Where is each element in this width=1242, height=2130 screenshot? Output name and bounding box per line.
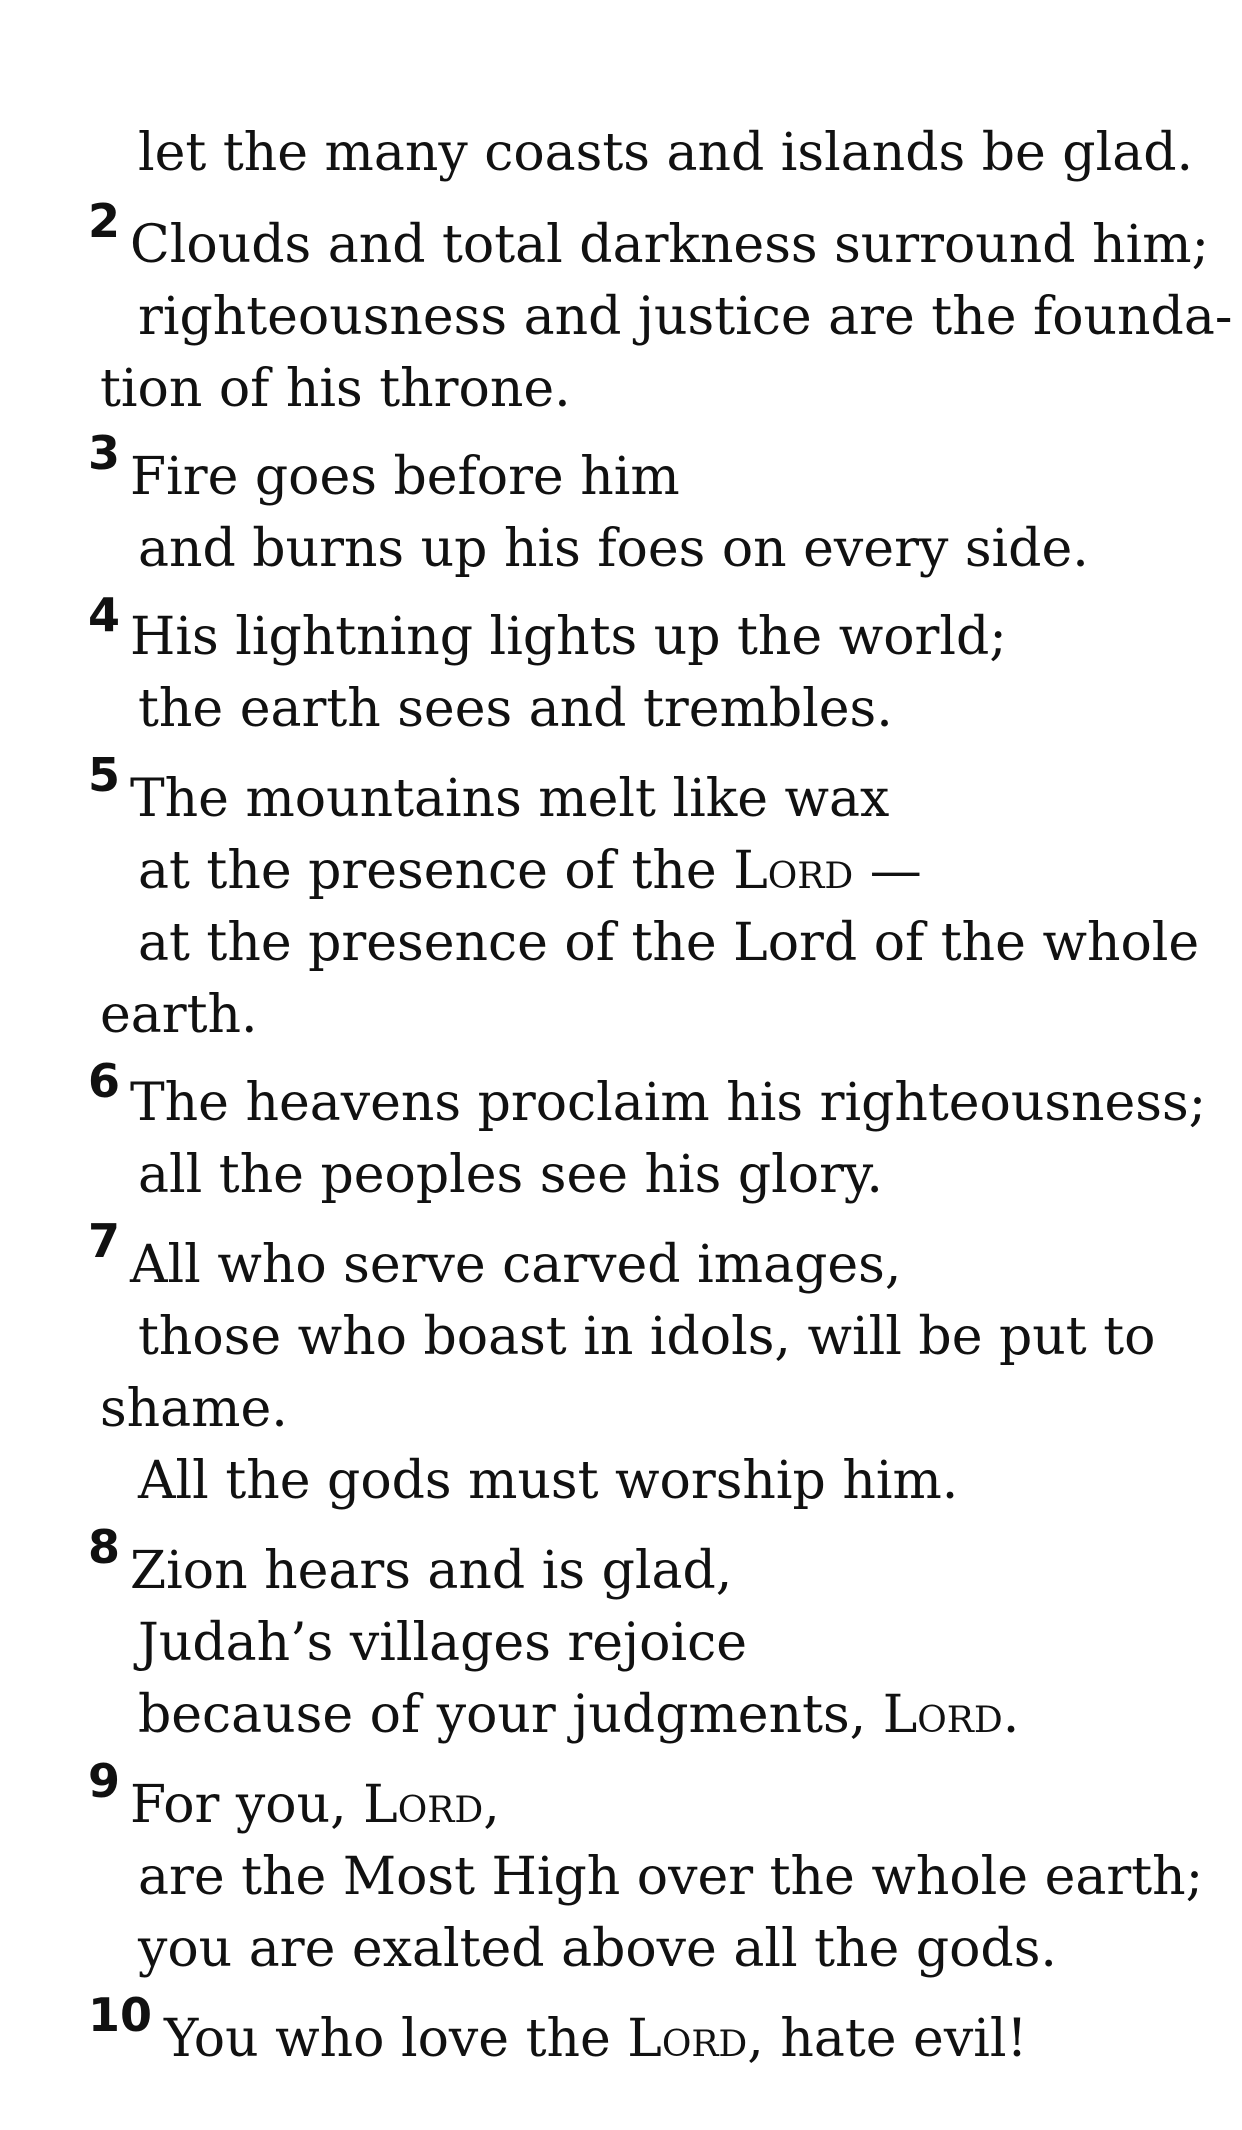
verse-10-line-1-text: You who love the [164, 2009, 611, 2069]
verse-9-line-2: are the Most High over the whole earth; [138, 1847, 1204, 1907]
verse-number-3: 3 [88, 426, 121, 480]
verse-1-line-continuation: let the many coasts and islands be glad. [138, 123, 1194, 183]
verse-number-9: 9 [88, 1754, 121, 1808]
verse-8-line-1: Zion hears and is glad, [130, 1541, 733, 1601]
verse-9-line-3: you are exalted above all the gods. [138, 1919, 1057, 1979]
verse-7-line-2: those who boast in idols, will be put to [138, 1307, 1156, 1367]
verse-number-4: 4 [88, 588, 121, 642]
verse-6-line-2: all the peoples see his glory. [138, 1145, 883, 1205]
verse-5-line-2-text: at the presence of the [138, 841, 717, 901]
verse-2-line-2: righteousness and justice are the founda- [138, 287, 1233, 347]
verse-2-line-1: Clouds and total darkness surround him; [130, 215, 1210, 275]
verse-5-line-3: at the presence of the Lord of the whole [138, 913, 1200, 973]
verse-number-5: 5 [88, 748, 121, 802]
verse-9-line-1-text: For you, [130, 1775, 347, 1835]
verse-3-line-2: and burns up his foes on every side. [138, 519, 1089, 579]
verse-7-line-1: All who serve carved images, [130, 1235, 902, 1295]
verse-7-line-3: shame. [100, 1379, 288, 1439]
verse-8-line-2: Judah’s villages rejoice [138, 1613, 747, 1673]
verse-8-line-3 [138, 1680, 1019, 1750]
verse-9-comma: , [483, 1775, 500, 1835]
verse-9-line-1 [130, 1770, 500, 1840]
divine-name-lord: Lord [627, 2009, 748, 2069]
divine-name-lord: Lord [733, 841, 854, 901]
divine-name-lord: Lord [882, 1685, 1003, 1745]
verse-number-6: 6 [88, 1054, 121, 1108]
verse-10-line-1 [164, 2004, 1027, 2074]
verse-5-dash: — [853, 841, 922, 901]
divine-name-lord: Lord [363, 1775, 484, 1835]
verse-number-2: 2 [88, 194, 121, 248]
verse-3-line-1: Fire goes before him [130, 447, 680, 507]
verse-number-7: 7 [88, 1214, 121, 1268]
verse-8-period: . [1002, 1685, 1020, 1745]
verse-7-line-4: All the gods must worship him. [138, 1451, 959, 1511]
verse-number-8: 8 [88, 1520, 121, 1574]
verse-8-line-3-text: because of your judgments, [138, 1685, 867, 1745]
verse-4-line-2: the earth sees and trembles. [138, 679, 893, 739]
verse-4-line-1: His lightning lights up the world; [130, 607, 1007, 667]
verse-5-line-1: The mountains melt like wax [130, 769, 890, 829]
verse-5-line-2 [138, 836, 922, 906]
verse-6-line-1: The heavens proclaim his righteousness; [130, 1073, 1207, 1133]
verse-10-line-1-end: , hate evil! [747, 2009, 1028, 2069]
verse-2-line-3: tion of his throne. [100, 359, 571, 419]
verse-5-line-4: earth. [100, 985, 258, 1045]
verse-number-10: 10 [88, 1988, 153, 2042]
